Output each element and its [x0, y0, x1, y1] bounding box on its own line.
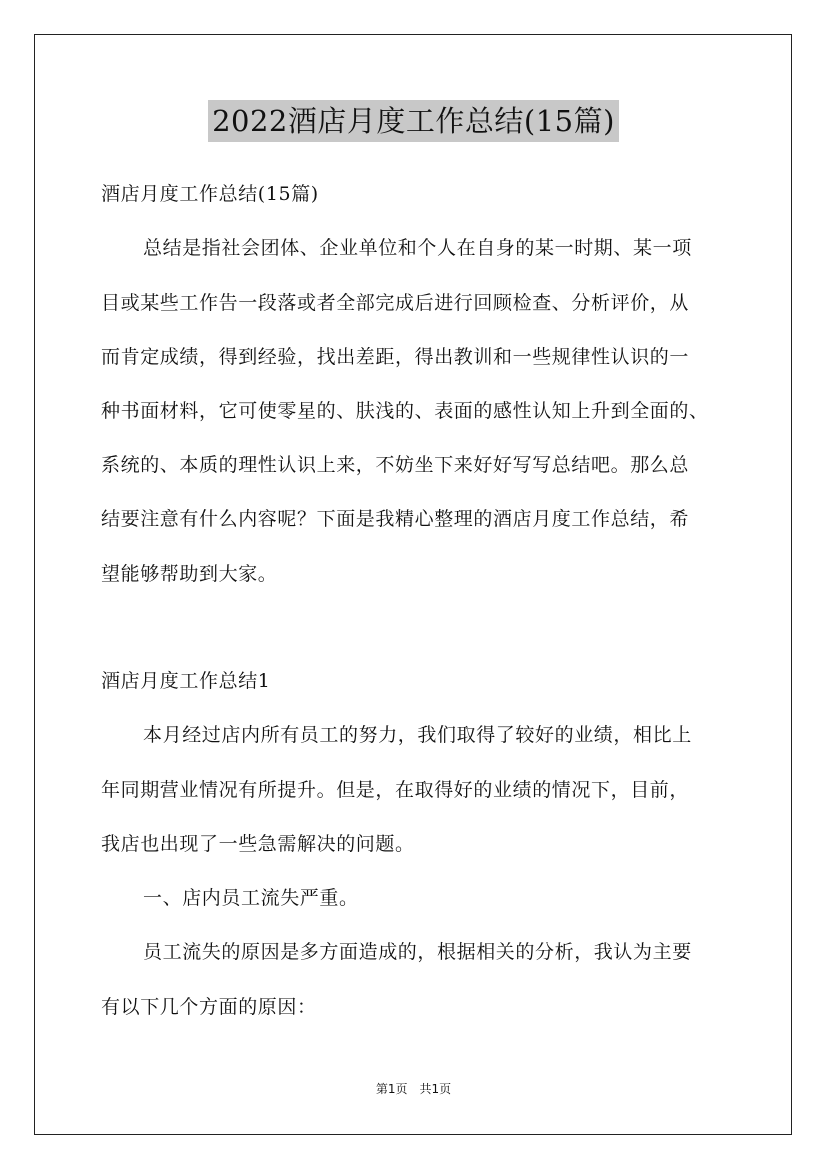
intro-line-3: 而肯定成绩，得到经验，找出差距，得出教训和一些规律性认识的一 [101, 346, 690, 368]
section1-para2-line-2: 有以下几个方面的原因： [101, 996, 317, 1018]
section1-para1-line-2: 年同期营业情况有所提升。但是，在取得好的业绩的情况下，目前， [101, 779, 690, 801]
document-subtitle: 酒店月度工作总结(15篇) [101, 183, 319, 205]
intro-line-7: 望能够帮助到大家。 [101, 563, 278, 585]
section1-para1-line-1: 本月经过店内所有员工的努力，我们取得了较好的业绩，相比上 [143, 724, 692, 746]
section1-para1-line-3: 我店也出现了一些急需解决的问题。 [101, 833, 415, 855]
document-title: 2022酒店月度工作总结(15篇) [208, 100, 619, 142]
section1-para2-line-1: 员工流失的原因是多方面造成的，根据相关的分析，我认为主要 [143, 941, 692, 963]
intro-line-5: 系统的、本质的理性认识上来，不妨坐下来好好写写总结吧。那么总 [101, 454, 690, 476]
intro-line-1: 总结是指社会团体、企业单位和个人在自身的某一时期、某一项 [143, 237, 692, 259]
section1-point-1: 一、店内员工流失严重。 [143, 887, 359, 909]
intro-line-2: 目或某些工作告一段落或者全部完成后进行回顾检查、分析评价，从 [101, 292, 690, 314]
title-container [0, 100, 827, 142]
page-number-footer: 第1页 共1页 [375, 1082, 452, 1096]
section-heading-1: 酒店月度工作总结1 [101, 670, 271, 692]
intro-line-4: 种书面材料，它可使零星的、肤浅的、表面的感性认知上升到全面的、 [101, 400, 709, 422]
intro-line-6: 结要注意有什么内容呢？下面是我精心整理的酒店月度工作总结，希 [101, 508, 690, 530]
